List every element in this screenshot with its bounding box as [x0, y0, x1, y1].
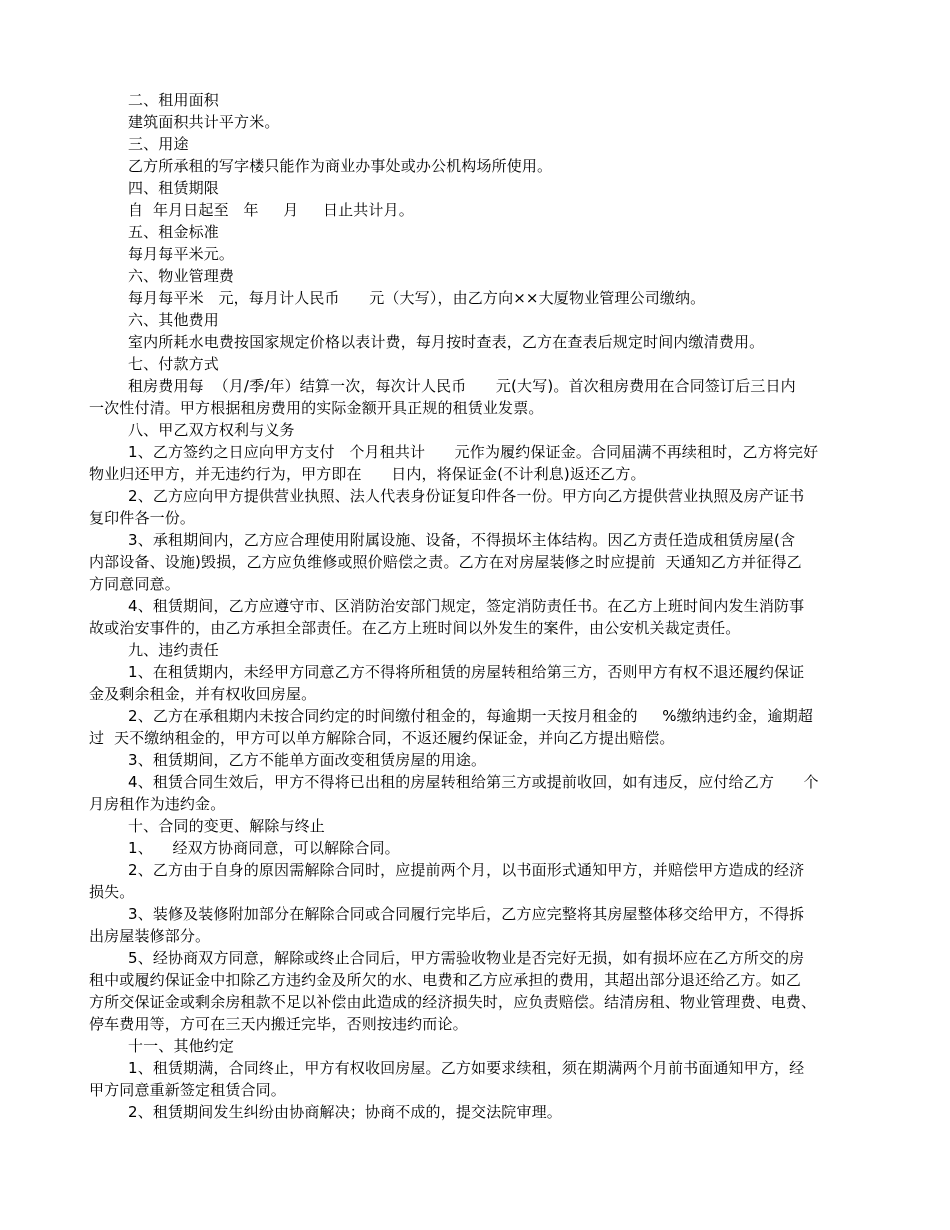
text-line: 五、租金标准: [128, 223, 219, 241]
text-line: 过 天不缴纳租金的，甲方可以单方解除合同，不返还履约保证金，并向乙方提出赔偿。: [89, 729, 675, 747]
text-line: 自 年月日起至 年 月 日止共计月。: [128, 201, 414, 219]
text-line: 十一、其他约定: [128, 1037, 235, 1055]
text-line: 六、其他费用: [128, 311, 219, 329]
text-line: 2、租赁期间发生纠纷由协商解决；协商不成的，提交法院审理。: [128, 1103, 562, 1121]
text-line: 1、乙方签约之日应向甲方支付 个月租共计 元作为履约保证金。合同届满不再续租时，乙方将完好: [128, 443, 819, 461]
text-line: 损失。: [89, 883, 135, 901]
text-line: 一次性付清。甲方根据租房费用的实际金额开具正规的租赁业发票。: [89, 399, 544, 417]
text-line: 每月每平米元。: [128, 245, 235, 263]
text-line: 租房费用每 （月/季/年）结算一次，每次计人民币 元(大写)。首次租房费用在合同签订后三日内: [128, 377, 796, 395]
text-line: 四、租赁期限: [128, 179, 219, 197]
text-line: 十、合同的变更、解除与终止: [128, 817, 325, 835]
text-line: 方所交保证金或剩余房租款不足以补偿由此造成的经济损失时，应负责赔偿。结清房租、物业管理费、电费、: [89, 993, 817, 1011]
text-line: 室内所耗水电费按国家规定价格以表计费，每月按时查表，乙方在查表后规定时间内缴清费用。: [128, 333, 765, 351]
text-line: 建筑面积共计平方米。: [128, 113, 280, 131]
text-line: 2、乙方在承租期内未按合同约定的时间缴付租金的，每逾期一天按月租金的 %缴纳违约金，逾期超: [128, 707, 813, 725]
text-line: 九、违约责任: [128, 641, 219, 659]
text-line: 复印件各一份。: [89, 509, 196, 527]
text-line: 月房租作为违约金。: [89, 795, 226, 813]
text-line: 4、租赁合同生效后，甲方不得将已出租的房屋转租给第三方或提前收回，如有违反，应付给乙方 个: [128, 773, 819, 791]
text-line: 八、甲乙双方权利与义务: [128, 421, 295, 439]
text-line: 1、在租赁期内，未经甲方同意乙方不得将所租赁的房屋转租给第三方，否则甲方有权不退还履约保证: [128, 663, 805, 681]
text-line: 六、物业管理费: [128, 267, 235, 285]
text-line: 租中或履约保证金中扣除乙方违约金及所欠的水、电费和乙方应承担的费用，其超出部分退还给乙方。如乙: [89, 971, 802, 989]
text-line: 1、 经双方协商同意，可以解除合同。: [128, 839, 400, 857]
text-line: 1、租赁期满，合同终止，甲方有权收回房屋。乙方如要求续租，须在期满两个月前书面通知甲方，经: [128, 1059, 805, 1077]
text-line: 方同意同意。: [89, 575, 180, 593]
text-line: 三、用途: [128, 135, 189, 153]
text-line: 物业归还甲方，并无违约行为，甲方即在 日内，将保证金(不计利息)返还乙方。: [89, 465, 646, 483]
text-line: 3、承租期间内，乙方应合理使用附属设施、设备，不得损坏主体结构。因乙方责任造成租赁房屋(含: [128, 531, 796, 549]
text-line: 3、装修及装修附加部分在解除合同或合同履行完毕后，乙方应完整将其房屋整体移交给甲方，不得拆: [128, 905, 805, 923]
text-line: 内部设备、设施)毁损，乙方应负维修或照价赔偿之责。乙方在对房屋装修之时应提前 天通知乙方并征得乙: [89, 553, 802, 571]
document-body: [0, 89, 950, 1123]
text-line: 甲方同意重新签定租赁合同。: [89, 1081, 286, 1099]
text-line: 故或治安事件的，由乙方承担全部责任。在乙方上班时间以外发生的案件，由公安机关裁定责任。: [89, 619, 741, 637]
text-line: 4、租赁期间，乙方应遵守市、区消防治安部门规定，签定消防责任书。在乙方上班时间内发生消防事: [128, 597, 805, 615]
text-line: 停车费用等，方可在三天内搬迁完毕，否则按违约而论。: [89, 1015, 468, 1033]
text-line: 七、付款方式: [128, 355, 219, 373]
text-line: 乙方所承租的写字楼只能作为商业办事处或办公机构场所使用。: [128, 157, 553, 175]
text-line: 二、租用面积: [128, 91, 219, 109]
text-line: 2、乙方由于自身的原因需解除合同时，应提前两个月，以书面形式通知甲方，并赔偿甲方造成的经济: [128, 861, 805, 879]
text-line: 出房屋装修部分。: [89, 927, 211, 945]
text-line: 金及剩余租金，并有权收回房屋。: [89, 685, 317, 703]
text-line: 2、乙方应向甲方提供营业执照、法人代表身份证复印件各一份。甲方向乙方提供营业执照及房产证书: [128, 487, 805, 505]
text-line: 3、租赁期间，乙方不能单方面改变租赁房屋的用途。: [128, 751, 487, 769]
text-line: 5、经协商双方同意，解除或终止合同后，甲方需验收物业是否完好无损，如有损坏应在乙方所交的房: [128, 949, 805, 967]
text-line: 每月每平米 元，每月计人民币 元（大写），由乙方向××大厦物业管理公司缴纳。: [128, 289, 706, 307]
